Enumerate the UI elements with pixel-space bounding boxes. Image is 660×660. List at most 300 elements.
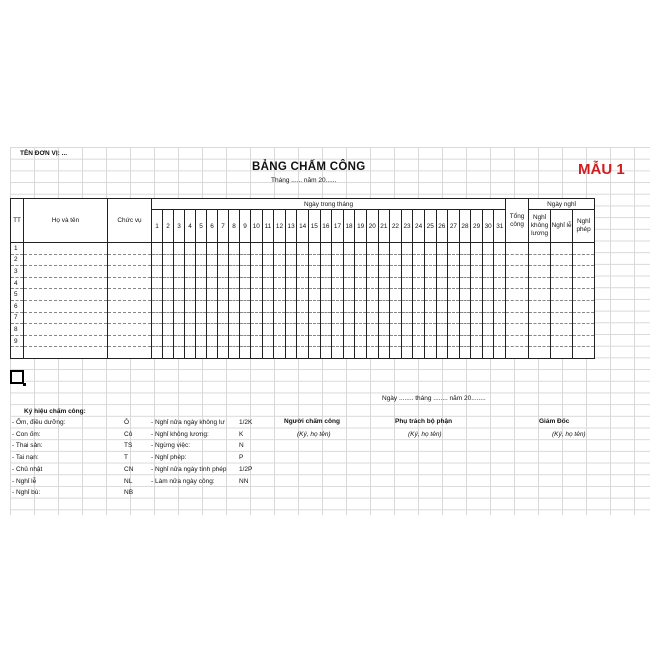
timesheet-cell[interactable]: [251, 277, 263, 289]
timesheet-cell[interactable]: [378, 254, 390, 266]
timesheet-cell[interactable]: [413, 324, 425, 336]
timesheet-cell[interactable]: [551, 254, 573, 266]
timesheet-cell[interactable]: [308, 266, 320, 278]
timesheet-cell[interactable]: [343, 266, 355, 278]
timesheet-cell[interactable]: [174, 266, 185, 278]
timesheet-cell[interactable]: [436, 266, 448, 278]
timesheet-cell[interactable]: [297, 243, 309, 255]
timesheet-cell[interactable]: [218, 243, 229, 255]
timesheet-cell[interactable]: [366, 347, 378, 359]
timesheet-cell[interactable]: [240, 289, 251, 301]
timesheet-cell[interactable]: [413, 289, 425, 301]
timesheet-cell[interactable]: [366, 300, 378, 312]
timesheet-cell[interactable]: [494, 335, 506, 347]
timesheet-cell[interactable]: [551, 324, 573, 336]
timesheet-cell[interactable]: [506, 347, 529, 359]
timesheet-cell[interactable]: [196, 266, 207, 278]
timesheet-cell[interactable]: [424, 300, 436, 312]
timesheet-cell[interactable]: [459, 266, 471, 278]
timesheet-cell[interactable]: [494, 347, 506, 359]
timesheet-cell[interactable]: [174, 312, 185, 324]
timesheet-cell[interactable]: [506, 289, 529, 301]
timesheet-cell[interactable]: [229, 347, 240, 359]
timesheet-cell[interactable]: [413, 300, 425, 312]
timesheet-cell[interactable]: [459, 243, 471, 255]
timesheet-cell[interactable]: [436, 277, 448, 289]
timesheet-cell[interactable]: [343, 289, 355, 301]
timesheet-cell[interactable]: [320, 243, 332, 255]
timesheet-cell[interactable]: [262, 266, 274, 278]
timesheet-cell[interactable]: [366, 324, 378, 336]
timesheet-cell[interactable]: [494, 312, 506, 324]
timesheet-cell[interactable]: [471, 266, 483, 278]
timesheet-cell[interactable]: [529, 266, 551, 278]
timesheet-cell[interactable]: [207, 300, 218, 312]
timesheet-cell[interactable]: [262, 347, 274, 359]
timesheet-cell[interactable]: [390, 243, 402, 255]
timesheet-cell[interactable]: [108, 277, 152, 289]
timesheet-cell[interactable]: [108, 324, 152, 336]
timesheet-cell[interactable]: [320, 324, 332, 336]
timesheet-cell[interactable]: [343, 324, 355, 336]
timesheet-cell[interactable]: [108, 289, 152, 301]
timesheet-cell[interactable]: [185, 289, 196, 301]
timesheet-cell[interactable]: [274, 277, 286, 289]
timesheet-cell[interactable]: [413, 254, 425, 266]
timesheet-cell[interactable]: [332, 300, 344, 312]
timesheet-cell[interactable]: [218, 289, 229, 301]
timesheet-cell[interactable]: [152, 300, 163, 312]
timesheet-cell[interactable]: [251, 347, 263, 359]
timesheet-cell[interactable]: [229, 300, 240, 312]
timesheet-cell[interactable]: [436, 347, 448, 359]
timesheet-cell[interactable]: [482, 266, 494, 278]
timesheet-cell[interactable]: [529, 243, 551, 255]
timesheet-cell[interactable]: [436, 312, 448, 324]
timesheet-cell[interactable]: [262, 289, 274, 301]
timesheet-cell[interactable]: [251, 312, 263, 324]
timesheet-cell[interactable]: [24, 266, 108, 278]
timesheet-cell[interactable]: [285, 289, 297, 301]
timesheet-cell[interactable]: [229, 289, 240, 301]
timesheet-cell[interactable]: [390, 289, 402, 301]
timesheet-cell[interactable]: [471, 254, 483, 266]
timesheet-cell[interactable]: [343, 277, 355, 289]
timesheet-cell[interactable]: [152, 277, 163, 289]
timesheet-cell[interactable]: [551, 289, 573, 301]
timesheet-cell[interactable]: [343, 300, 355, 312]
timesheet-cell[interactable]: [262, 324, 274, 336]
timesheet-cell[interactable]: [343, 347, 355, 359]
timesheet-cell[interactable]: [366, 335, 378, 347]
timesheet-cell[interactable]: [163, 289, 174, 301]
timesheet-cell[interactable]: [218, 254, 229, 266]
timesheet-cell[interactable]: [207, 277, 218, 289]
selected-cell[interactable]: [10, 370, 24, 384]
timesheet-cell[interactable]: [308, 254, 320, 266]
timesheet-cell[interactable]: [401, 243, 413, 255]
timesheet-cell[interactable]: [297, 254, 309, 266]
timesheet-cell[interactable]: [378, 312, 390, 324]
timesheet-cell[interactable]: [297, 289, 309, 301]
timesheet-cell[interactable]: [529, 289, 551, 301]
timesheet-cell[interactable]: [174, 254, 185, 266]
timesheet-cell[interactable]: [274, 243, 286, 255]
timesheet-cell[interactable]: [343, 312, 355, 324]
timesheet-cell[interactable]: [378, 300, 390, 312]
timesheet-cell[interactable]: [459, 254, 471, 266]
timesheet-cell[interactable]: [229, 312, 240, 324]
timesheet-cell[interactable]: [251, 324, 263, 336]
timesheet-cell[interactable]: [448, 254, 460, 266]
timesheet-cell[interactable]: [378, 277, 390, 289]
timesheet-cell[interactable]: [207, 266, 218, 278]
timesheet-cell[interactable]: [308, 300, 320, 312]
timesheet-cell[interactable]: [285, 324, 297, 336]
timesheet-cell[interactable]: [152, 254, 163, 266]
timesheet-cell[interactable]: [320, 335, 332, 347]
timesheet-cell[interactable]: [448, 266, 460, 278]
timesheet-cell[interactable]: [262, 300, 274, 312]
timesheet-cell[interactable]: [163, 266, 174, 278]
timesheet-cell[interactable]: [185, 266, 196, 278]
timesheet-cell[interactable]: [308, 243, 320, 255]
timesheet-cell[interactable]: [413, 347, 425, 359]
timesheet-cell[interactable]: [240, 335, 251, 347]
timesheet-cell[interactable]: [494, 277, 506, 289]
timesheet-cell[interactable]: [332, 312, 344, 324]
timesheet-cell[interactable]: [240, 324, 251, 336]
timesheet-cell[interactable]: [529, 324, 551, 336]
timesheet-cell[interactable]: [551, 312, 573, 324]
timesheet-cell[interactable]: [196, 254, 207, 266]
timesheet-cell[interactable]: [185, 243, 196, 255]
timesheet-cell[interactable]: [424, 324, 436, 336]
timesheet-cell[interactable]: [506, 243, 529, 255]
timesheet-cell[interactable]: [108, 300, 152, 312]
timesheet-cell[interactable]: [251, 300, 263, 312]
timesheet-cell[interactable]: [551, 335, 573, 347]
timesheet-cell[interactable]: [482, 289, 494, 301]
timesheet-cell[interactable]: [459, 300, 471, 312]
timesheet-cell[interactable]: [551, 347, 573, 359]
timesheet-cell[interactable]: [229, 254, 240, 266]
timesheet-cell[interactable]: [343, 335, 355, 347]
timesheet-cell[interactable]: [163, 347, 174, 359]
timesheet-cell[interactable]: [152, 335, 163, 347]
timesheet-cell[interactable]: [251, 266, 263, 278]
timesheet-cell[interactable]: [494, 243, 506, 255]
timesheet-cell[interactable]: [551, 277, 573, 289]
timesheet-cell[interactable]: [24, 277, 108, 289]
timesheet-cell[interactable]: [308, 335, 320, 347]
timesheet-cell[interactable]: [274, 300, 286, 312]
timesheet-cell[interactable]: [185, 335, 196, 347]
timesheet-cell[interactable]: [240, 347, 251, 359]
timesheet-cell[interactable]: [355, 300, 367, 312]
timesheet-cell[interactable]: [207, 243, 218, 255]
timesheet-cell[interactable]: [297, 324, 309, 336]
timesheet-cell[interactable]: [185, 312, 196, 324]
timesheet-cell[interactable]: [285, 335, 297, 347]
timesheet-cell[interactable]: [196, 312, 207, 324]
timesheet-cell[interactable]: [108, 266, 152, 278]
timesheet-cell[interactable]: [390, 324, 402, 336]
timesheet-cell[interactable]: [185, 324, 196, 336]
timesheet-cell[interactable]: [355, 243, 367, 255]
timesheet-cell[interactable]: [251, 254, 263, 266]
timesheet-cell[interactable]: [494, 266, 506, 278]
timesheet-cell[interactable]: [24, 289, 108, 301]
timesheet-cell[interactable]: [471, 243, 483, 255]
timesheet-cell[interactable]: [378, 324, 390, 336]
timesheet-cell[interactable]: [274, 324, 286, 336]
timesheet-cell[interactable]: [401, 289, 413, 301]
timesheet-cell[interactable]: [207, 347, 218, 359]
timesheet-cell[interactable]: [174, 324, 185, 336]
timesheet-cell[interactable]: [152, 243, 163, 255]
timesheet-cell[interactable]: [390, 300, 402, 312]
timesheet-cell[interactable]: [152, 289, 163, 301]
timesheet-cell[interactable]: [424, 243, 436, 255]
timesheet-cell[interactable]: [413, 335, 425, 347]
timesheet-cell[interactable]: [332, 266, 344, 278]
timesheet-cell[interactable]: [332, 254, 344, 266]
timesheet-cell[interactable]: [378, 243, 390, 255]
timesheet-cell[interactable]: [378, 347, 390, 359]
timesheet-cell[interactable]: [262, 243, 274, 255]
timesheet-cell[interactable]: [196, 243, 207, 255]
timesheet-cell[interactable]: [436, 335, 448, 347]
timesheet-cell[interactable]: [218, 312, 229, 324]
timesheet-cell[interactable]: [366, 266, 378, 278]
timesheet-cell[interactable]: [482, 324, 494, 336]
timesheet-cell[interactable]: [285, 243, 297, 255]
timesheet-cell[interactable]: [366, 277, 378, 289]
timesheet-cell[interactable]: [401, 266, 413, 278]
timesheet-cell[interactable]: [24, 324, 108, 336]
timesheet-cell[interactable]: [332, 277, 344, 289]
timesheet-cell[interactable]: [297, 266, 309, 278]
timesheet-cell[interactable]: [573, 335, 595, 347]
timesheet-cell[interactable]: [163, 312, 174, 324]
timesheet-cell[interactable]: [573, 312, 595, 324]
timesheet-cell[interactable]: [285, 277, 297, 289]
timesheet-cell[interactable]: [152, 312, 163, 324]
timesheet-cell[interactable]: [240, 254, 251, 266]
timesheet-cell[interactable]: [366, 243, 378, 255]
timesheet-cell[interactable]: [378, 289, 390, 301]
timesheet-cell[interactable]: [24, 243, 108, 255]
timesheet-cell[interactable]: [471, 335, 483, 347]
timesheet-cell[interactable]: [185, 347, 196, 359]
timesheet-cell[interactable]: [163, 243, 174, 255]
timesheet-cell[interactable]: [494, 289, 506, 301]
timesheet-cell[interactable]: [459, 312, 471, 324]
timesheet-cell[interactable]: [506, 312, 529, 324]
timesheet-cell[interactable]: [459, 335, 471, 347]
timesheet-cell[interactable]: [251, 335, 263, 347]
timesheet-cell[interactable]: [471, 289, 483, 301]
timesheet-cell[interactable]: [448, 289, 460, 301]
timesheet-cell[interactable]: [297, 312, 309, 324]
timesheet-cell[interactable]: [448, 347, 460, 359]
timesheet-cell[interactable]: [366, 289, 378, 301]
timesheet-cell[interactable]: [573, 300, 595, 312]
timesheet-cell[interactable]: [355, 266, 367, 278]
timesheet-cell[interactable]: [229, 266, 240, 278]
timesheet-cell[interactable]: [355, 347, 367, 359]
timesheet-cell[interactable]: [332, 243, 344, 255]
timesheet-cell[interactable]: [529, 254, 551, 266]
timesheet-cell[interactable]: [285, 347, 297, 359]
timesheet-cell[interactable]: [196, 277, 207, 289]
timesheet-cell[interactable]: [401, 277, 413, 289]
timesheet-cell[interactable]: [436, 243, 448, 255]
timesheet-cell[interactable]: [152, 266, 163, 278]
timesheet-cell[interactable]: [207, 312, 218, 324]
timesheet-cell[interactable]: [529, 312, 551, 324]
timesheet-cell[interactable]: [471, 277, 483, 289]
timesheet-cell[interactable]: [196, 324, 207, 336]
timesheet-cell[interactable]: [108, 347, 152, 359]
timesheet-cell[interactable]: [471, 312, 483, 324]
timesheet-cell[interactable]: [285, 312, 297, 324]
timesheet-cell[interactable]: [274, 254, 286, 266]
timesheet-cell[interactable]: [343, 254, 355, 266]
timesheet-cell[interactable]: [320, 289, 332, 301]
timesheet-cell[interactable]: [207, 335, 218, 347]
timesheet-cell[interactable]: [482, 312, 494, 324]
timesheet-cell[interactable]: [551, 300, 573, 312]
timesheet-cell[interactable]: [448, 312, 460, 324]
timesheet-cell[interactable]: [506, 277, 529, 289]
timesheet-cell[interactable]: [506, 300, 529, 312]
timesheet-cell[interactable]: [390, 277, 402, 289]
timesheet-cell[interactable]: [174, 347, 185, 359]
timesheet-cell[interactable]: [174, 335, 185, 347]
timesheet-cell[interactable]: [401, 312, 413, 324]
timesheet-cell[interactable]: [366, 312, 378, 324]
timesheet-cell[interactable]: [459, 289, 471, 301]
timesheet-cell[interactable]: [355, 312, 367, 324]
timesheet-cell[interactable]: [24, 312, 108, 324]
timesheet-cell[interactable]: [355, 335, 367, 347]
timesheet-cell[interactable]: [424, 254, 436, 266]
timesheet-cell[interactable]: [448, 277, 460, 289]
timesheet-cell[interactable]: [424, 335, 436, 347]
timesheet-cell[interactable]: [308, 312, 320, 324]
timesheet-cell[interactable]: [240, 300, 251, 312]
timesheet-cell[interactable]: [297, 335, 309, 347]
timesheet-cell[interactable]: [390, 335, 402, 347]
timesheet-cell[interactable]: [529, 335, 551, 347]
timesheet-cell[interactable]: [185, 254, 196, 266]
timesheet-cell[interactable]: [163, 254, 174, 266]
timesheet-cell[interactable]: [355, 289, 367, 301]
timesheet-cell[interactable]: [401, 324, 413, 336]
timesheet-cell[interactable]: [482, 347, 494, 359]
timesheet-cell[interactable]: [332, 335, 344, 347]
timesheet-cell[interactable]: [218, 335, 229, 347]
timesheet-cell[interactable]: [262, 312, 274, 324]
timesheet-cell[interactable]: [471, 300, 483, 312]
timesheet-cell[interactable]: [174, 277, 185, 289]
timesheet-cell[interactable]: [436, 300, 448, 312]
timesheet-cell[interactable]: [24, 335, 108, 347]
timesheet-cell[interactable]: [482, 277, 494, 289]
timesheet-cell[interactable]: [320, 254, 332, 266]
timesheet-cell[interactable]: [240, 277, 251, 289]
timesheet-cell[interactable]: [174, 243, 185, 255]
timesheet-cell[interactable]: [240, 243, 251, 255]
timesheet-cell[interactable]: [240, 312, 251, 324]
timesheet-cell[interactable]: [320, 312, 332, 324]
timesheet-cell[interactable]: [196, 300, 207, 312]
timesheet-cell[interactable]: [297, 277, 309, 289]
timesheet-cell[interactable]: [482, 335, 494, 347]
timesheet-cell[interactable]: [163, 335, 174, 347]
timesheet-cell[interactable]: [471, 347, 483, 359]
timesheet-cell[interactable]: [24, 347, 108, 359]
timesheet-cell[interactable]: [218, 300, 229, 312]
timesheet-cell[interactable]: [251, 289, 263, 301]
timesheet-cell[interactable]: [459, 277, 471, 289]
timesheet-cell[interactable]: [436, 289, 448, 301]
timesheet-cell[interactable]: [163, 300, 174, 312]
timesheet-cell[interactable]: [332, 324, 344, 336]
timesheet-cell[interactable]: [308, 347, 320, 359]
timesheet-cell[interactable]: [390, 254, 402, 266]
timesheet-cell[interactable]: [494, 254, 506, 266]
timesheet-cell[interactable]: [262, 335, 274, 347]
timesheet-cell[interactable]: [390, 266, 402, 278]
timesheet-cell[interactable]: [482, 243, 494, 255]
timesheet-cell[interactable]: [573, 277, 595, 289]
timesheet-cell[interactable]: [297, 300, 309, 312]
timesheet-cell[interactable]: [355, 254, 367, 266]
timesheet-cell[interactable]: [297, 347, 309, 359]
timesheet-cell[interactable]: [424, 277, 436, 289]
timesheet-cell[interactable]: [251, 243, 263, 255]
timesheet-cell[interactable]: [459, 324, 471, 336]
timesheet-cell[interactable]: [494, 324, 506, 336]
timesheet-cell[interactable]: [229, 335, 240, 347]
timesheet-cell[interactable]: [448, 335, 460, 347]
timesheet-cell[interactable]: [262, 277, 274, 289]
timesheet-cell[interactable]: [573, 266, 595, 278]
timesheet-cell[interactable]: [320, 347, 332, 359]
timesheet-cell[interactable]: [218, 266, 229, 278]
timesheet-cell[interactable]: [308, 324, 320, 336]
timesheet-cell[interactable]: [529, 300, 551, 312]
timesheet-cell[interactable]: [529, 347, 551, 359]
timesheet-cell[interactable]: [320, 277, 332, 289]
timesheet-cell[interactable]: [229, 324, 240, 336]
timesheet-cell[interactable]: [332, 347, 344, 359]
timesheet-cell[interactable]: [108, 312, 152, 324]
timesheet-cell[interactable]: [573, 243, 595, 255]
timesheet-cell[interactable]: [185, 277, 196, 289]
timesheet-cell[interactable]: [285, 266, 297, 278]
timesheet-cell[interactable]: [163, 324, 174, 336]
timesheet-cell[interactable]: [482, 300, 494, 312]
timesheet-cell[interactable]: [378, 335, 390, 347]
timesheet-cell[interactable]: [163, 277, 174, 289]
timesheet-cell[interactable]: [448, 300, 460, 312]
timesheet-cell[interactable]: [448, 243, 460, 255]
timesheet-cell[interactable]: [332, 289, 344, 301]
